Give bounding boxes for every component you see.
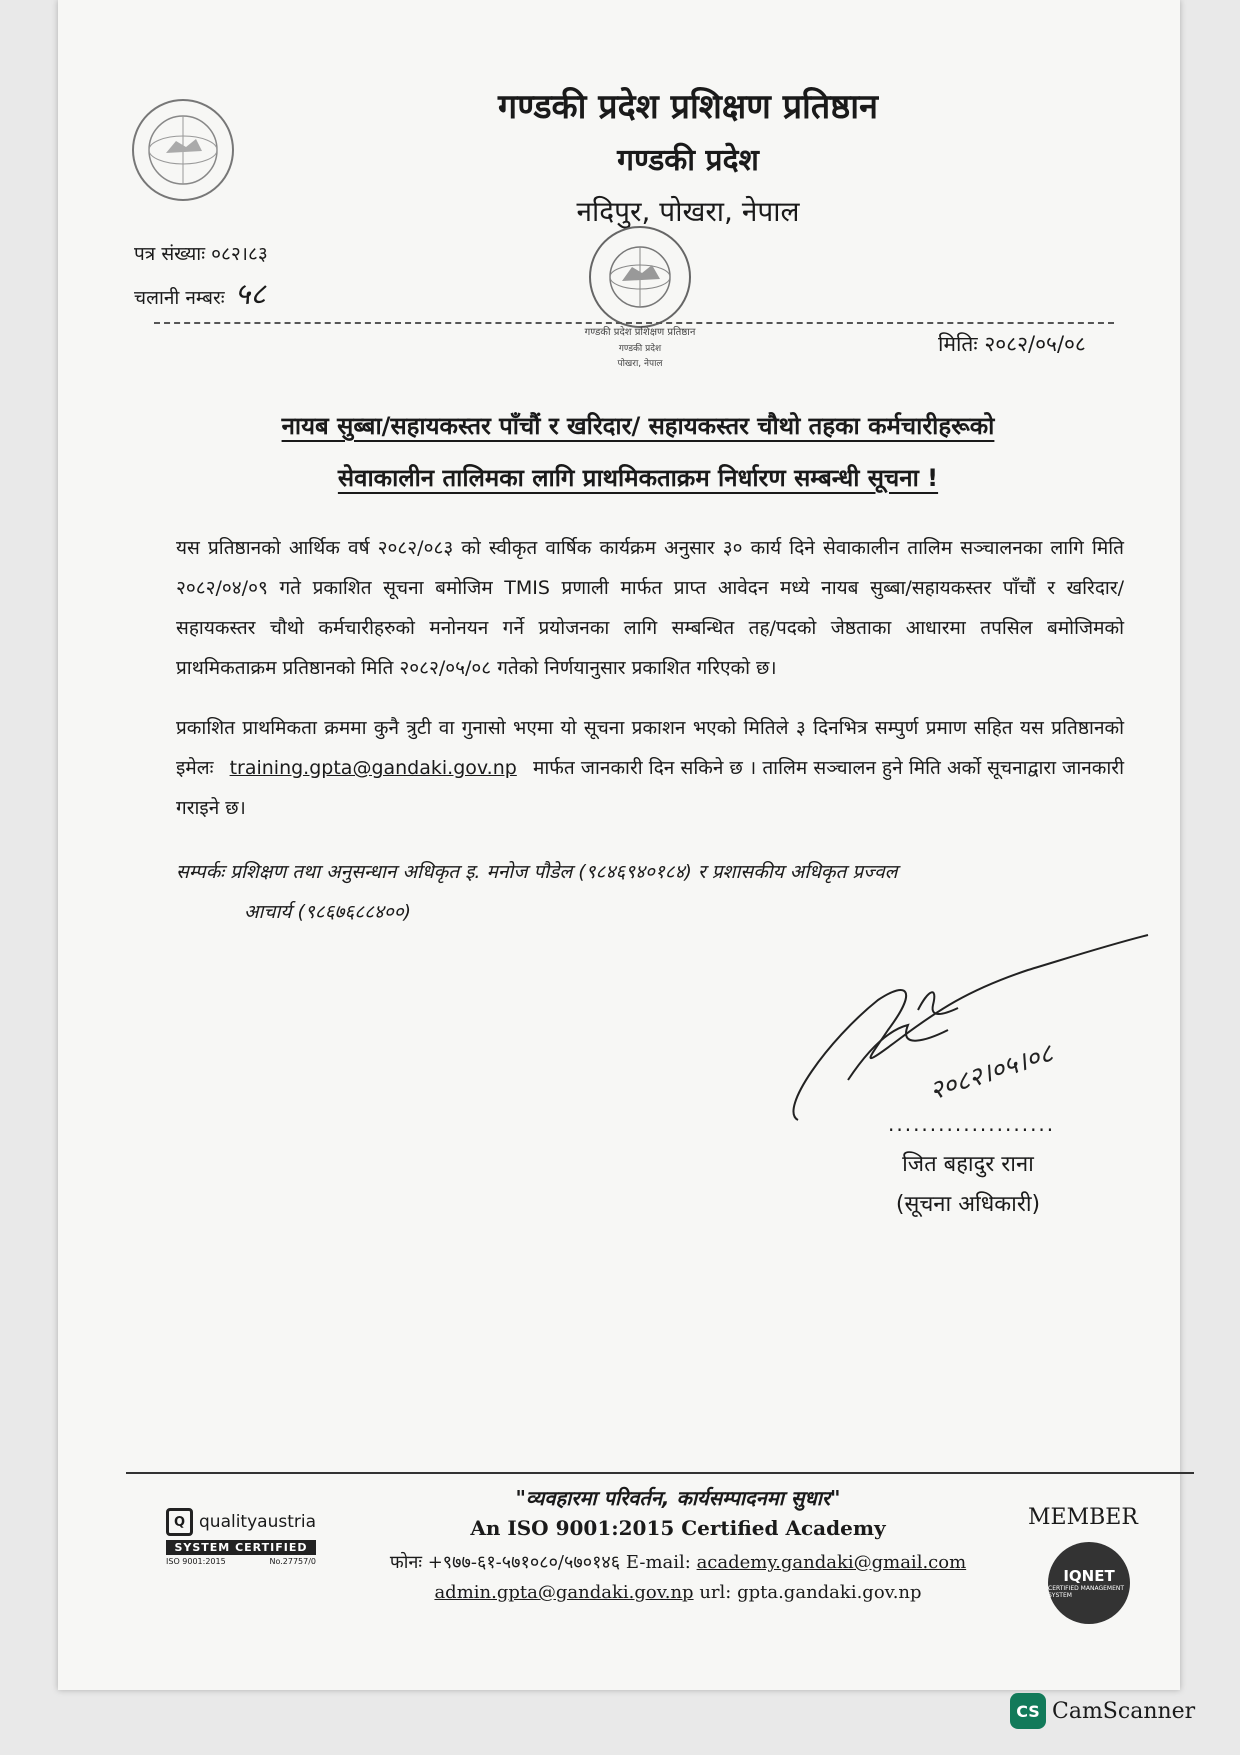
iso-certification: An ISO 9001:2015 Certified Academy xyxy=(470,1516,886,1540)
quality-austria-badge xyxy=(166,1508,316,1566)
contact-line-1: सम्पर्कः प्रशिक्षण तथा अनुसन्धान अधिकृत इ. मनोज पौडेल (९८४६९४०१८४) र प्रशासकीय अधिकृत प्रज्वल xyxy=(176,861,898,883)
signatory-name: जित बहादुर राना xyxy=(902,1152,1034,1177)
province-name: गण्डकी प्रदेश xyxy=(617,143,759,178)
phone-number: +९७७-६१-५७१०८०/५७०१४६ xyxy=(427,1552,621,1573)
signatory xyxy=(858,1145,1078,1225)
body-paragraph-1: यस प्रतिष्ठानको आर्थिक वर्ष २०८२/०८३ को स्वीकृत वार्षिक कार्यक्रम अनुसार ३० कार्य दिने सेवाकालीन तालिम सञ्चालनका लागि मिति २०८२/०४/०९ गते प्रकाशित सूचना बमोजिम TMIS प्रणाली मार्फत प्राप्त आवेदन मध्ये नायब सुब्बा/सहायकस्तर पाँचौं र खरिदार/ सहायकस्तर चौथो कर्मचारीहरुको मनोनयन गर्ने प्रयोजनका लागि सम्बन्धित तह/पदको जेष्ठताका आधारमा तपसिल बमोजिमको प्राथमिकताक्रम प्रतिष्ठानको मिति २०८२/०५/०८ गतेको निर्णयानुसार प्रकाशित गरिएको छ। xyxy=(176,537,1124,679)
footer-contact-line-2 xyxy=(358,1582,998,1603)
para2-after: मार्फत जानकारी दिन सकिने छ । तालिम सञ्चालन हुने मिति अर्को सूचनाद्वारा जानकारी गराइने छ। xyxy=(176,757,1125,819)
admin-email-link[interactable]: admin.gpta@gandaki.gov.np xyxy=(434,1582,694,1603)
para2-before: प्रकाशित प्राथमिकता क्रममा कुनै त्रुटी वा गुनासो भएमा यो सूचना प्रकाशन भएको मितिले ३ दिनभित्र सम्पुर्ण प्रमाण सहित यस प्रतिष्ठानको इमेलः xyxy=(176,717,1124,779)
contact-line-2: आचार्य (९८६७६८८४००) xyxy=(244,901,412,923)
title-line-1: नायब सुब्बा/सहायकस्तर पाँचौं र खरिदार/ सहायकस्तर चौथो तहका कर्मचारीहरूको xyxy=(281,412,995,440)
qa-system-certified: SYSTEM CERTIFIED xyxy=(166,1540,316,1555)
org-name: गण्डकी प्रदेश प्रशिक्षण प्रतिष्ठान xyxy=(498,87,878,127)
training-email-link[interactable]: training.gpta@gandaki.gov.np xyxy=(229,757,517,779)
footer-motto: "व्यवहारमा परिवर्तन, कार्यसम्पादनमा सुधार" xyxy=(515,1486,841,1510)
date-label: मितिः xyxy=(938,332,978,356)
camscanner-watermark xyxy=(1010,1693,1195,1729)
quality-austria-icon: Q xyxy=(166,1508,193,1536)
email-label: E-mail: xyxy=(625,1552,691,1573)
qa-iso-standard: ISO 9001:2015 xyxy=(166,1557,226,1566)
chalani-label: चलानी नम्बरः xyxy=(134,287,225,309)
url-label: url: xyxy=(699,1582,732,1603)
phone-label: फोनः xyxy=(389,1552,422,1573)
iqnet-subtitle: CERTIFIED MANAGEMENT SYSTEM xyxy=(1048,1585,1125,1599)
signature-dots: .................... xyxy=(888,1112,1056,1136)
notice-title xyxy=(138,400,1138,504)
header-divider xyxy=(154,322,1114,324)
org-address: नदिपुर, पोखरा, नेपाल xyxy=(576,195,800,228)
iqnet-badge xyxy=(1048,1542,1130,1624)
document-page xyxy=(58,0,1180,1690)
signatory-role: (सूचना अधिकारी) xyxy=(895,1192,1041,1217)
office-stamp xyxy=(510,215,770,375)
stamp-line-2: गण्डकी प्रदेश xyxy=(618,344,662,354)
stamp-line-1: गण्डकी प्रदेश प्रशिक्षण प्रतिष्ठान xyxy=(584,327,696,338)
title-line-2: सेवाकालीन तालिमका लागि प्राथमिकताक्रम निर्धारण सम्बन्धी सूचना ! xyxy=(337,464,939,492)
footer-contact-line xyxy=(358,1550,998,1574)
chalani-value: ५८ xyxy=(234,277,266,312)
patra-label: पत्र संख्याः xyxy=(134,243,206,265)
qa-cert-number: No.27757/0 xyxy=(269,1557,316,1566)
camscanner-icon: CS xyxy=(1010,1693,1046,1729)
qa-brand-name: qualityaustria xyxy=(199,1512,316,1532)
patra-sankhya xyxy=(134,240,268,266)
signature-date: २०८२।०५।०८ xyxy=(925,1038,1057,1107)
footer-divider xyxy=(126,1472,1194,1474)
member-label: MEMBER xyxy=(1028,1505,1138,1530)
chalani-number xyxy=(134,272,266,313)
body-paragraph-2 xyxy=(176,708,1124,828)
emblem-logo xyxy=(128,95,238,205)
signature xyxy=(768,930,1168,1130)
website-link[interactable]: gpta.gandaki.gov.np xyxy=(737,1582,922,1603)
iqnet-title: IQNET xyxy=(1063,1567,1115,1585)
date-value: २०८२/०५/०८ xyxy=(984,332,1086,356)
stamp-line-3: पोखरा, नेपाल xyxy=(617,359,663,369)
camscanner-name: CamScanner xyxy=(1052,1698,1196,1724)
patra-value: ०८२।८३ xyxy=(211,243,268,265)
academy-email-link[interactable]: academy.gandaki@gmail.com xyxy=(696,1552,967,1573)
issue-date xyxy=(938,330,1086,358)
contact-info xyxy=(176,852,1136,932)
